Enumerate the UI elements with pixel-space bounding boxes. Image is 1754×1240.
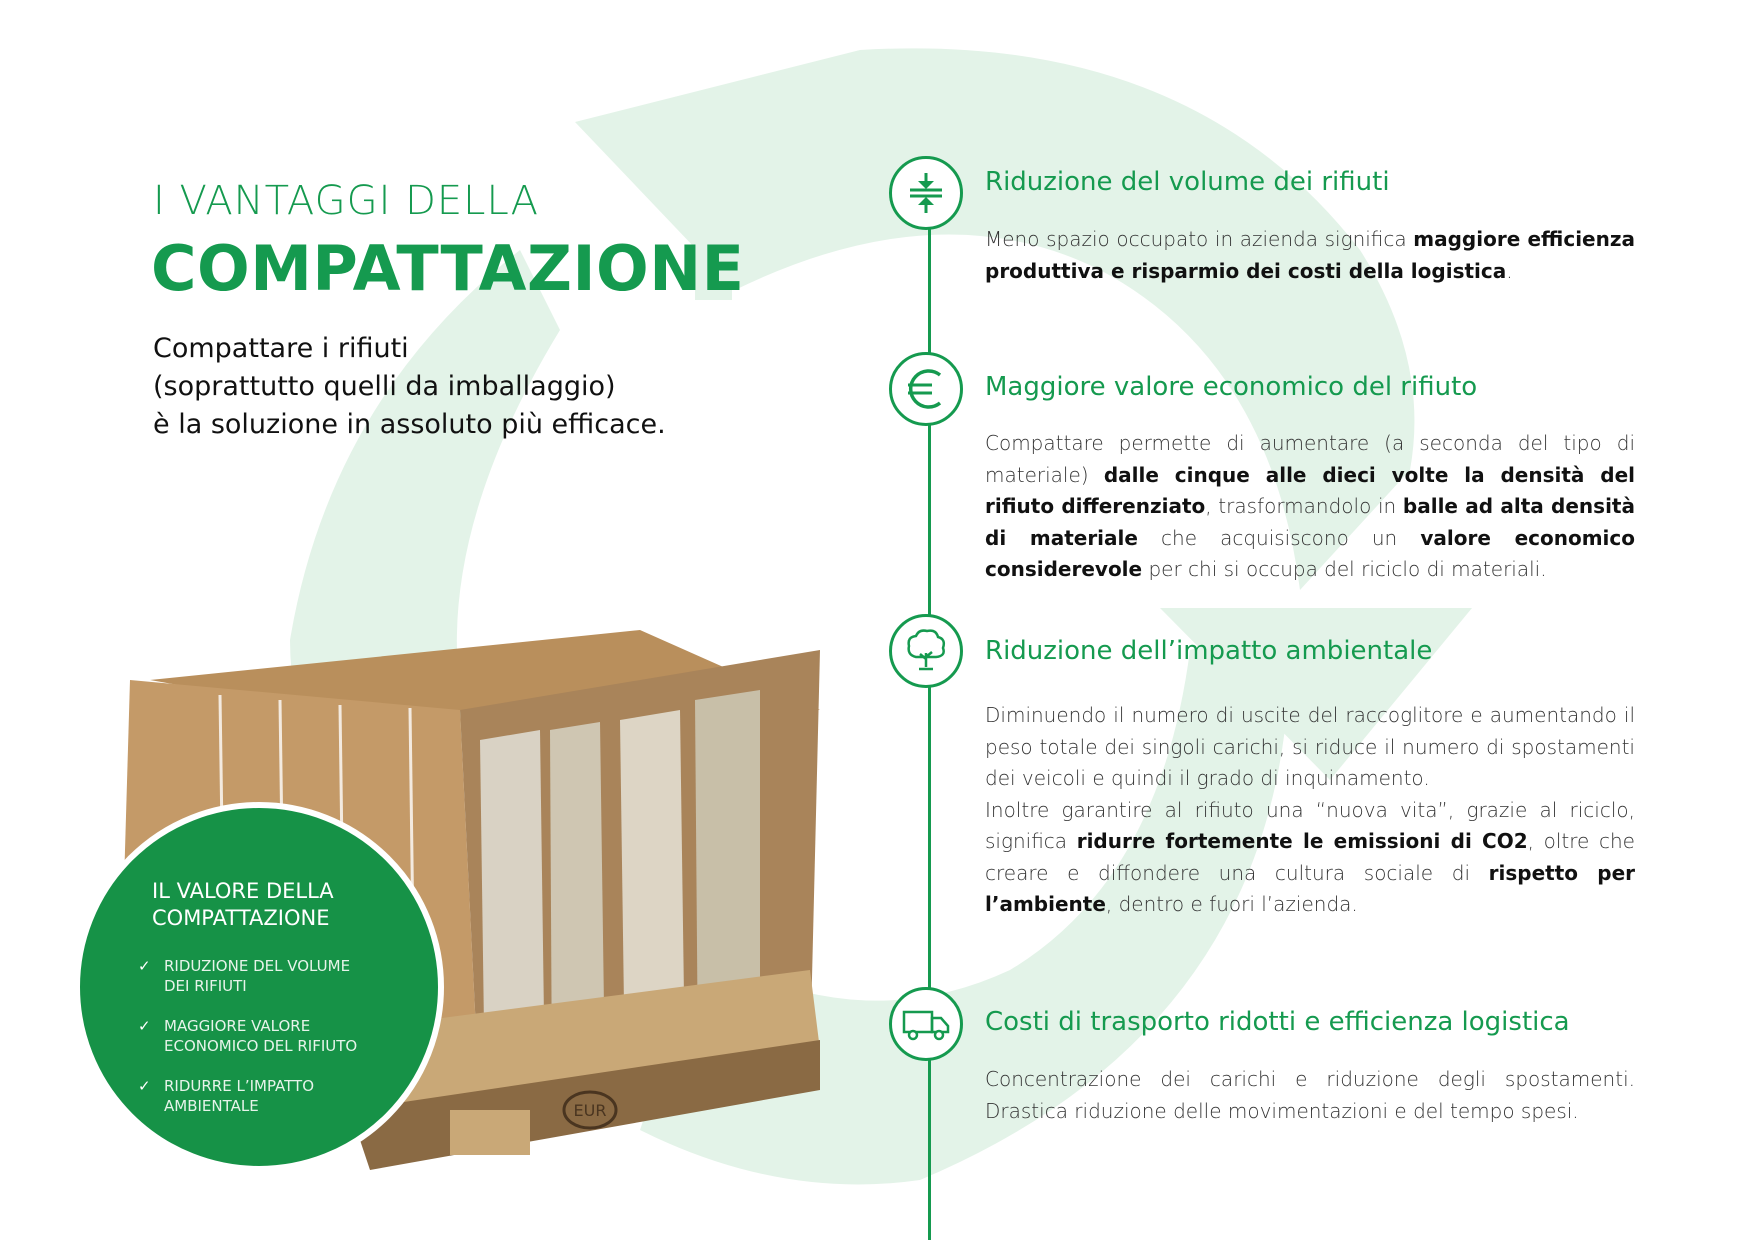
body-text: che acquisiscono un — [1137, 525, 1421, 550]
intro-line: è la soluzione in assoluto più efficace. — [153, 409, 666, 440]
highlight-text: rispetto per l’ambiente — [985, 860, 1635, 916]
list-item — [138, 1076, 398, 1116]
circle-title-line: COMPATTAZIONE — [152, 906, 330, 930]
check-icon: ✓ — [138, 1017, 151, 1035]
body-text: Compattare permette di aumentare (a seconda del tipo di materiale) — [985, 431, 1635, 487]
body-text: Inoltre garantire al rifiuto una “nuova vita”, grazie al riciclo, significa — [985, 797, 1635, 853]
highlight-text: maggiore efficienza produttiva e risparmio dei costi della logistica — [985, 227, 1635, 283]
body-text: , oltre che creare e diffondere una cultura sociale di — [985, 829, 1635, 885]
body-text: per chi si occupa del riciclo di materiali. — [1142, 557, 1547, 581]
list-item-line: DEI RIFIUTI — [164, 977, 247, 995]
body-text: Concentrazione dei carichi e riduzione degli spostamenti. Drastica riduzione delle movimentazioni e del tempo spesi. — [985, 1067, 1635, 1123]
check-icon: ✓ — [138, 1077, 151, 1095]
euro-icon — [889, 352, 963, 426]
list-item-line: MAGGIORE VALORE — [164, 1017, 311, 1035]
list-item-line: ECONOMICO DEL RIFIUTO — [164, 1037, 358, 1055]
body-text: . — [1506, 258, 1513, 283]
highlight-text: ridurre fortemente le emissioni di CO2 — [1076, 829, 1528, 853]
body-text: , dentro e fuori l’azienda. — [1105, 892, 1358, 916]
highlight-text: dalle cinque alle dieci volte la densità del rifiuto differenziato — [985, 462, 1635, 518]
list-item — [138, 956, 398, 996]
tree-icon — [889, 614, 963, 688]
list-item-line: RIDURRE L’IMPATTO — [164, 1077, 315, 1095]
value-circle — [74, 802, 444, 1172]
circle-list — [138, 956, 398, 1136]
section-title: Costi di trasporto ridotti e efficienza logistica — [985, 1007, 1570, 1037]
section-text — [985, 700, 1635, 921]
highlight-text: balle ad alta densità di materiale — [985, 494, 1635, 550]
intro-line: (soprattutto quelli da imballaggio) — [153, 371, 616, 402]
compress-icon — [889, 156, 963, 230]
highlight-text: valore economico considerevole — [985, 525, 1635, 581]
truck-icon — [889, 987, 963, 1061]
title-bold: COMPATTAZIONE — [151, 232, 745, 305]
section-text — [985, 1064, 1635, 1127]
intro-text — [153, 330, 666, 444]
section-title: Maggiore valore economico del rifiuto — [985, 372, 1478, 402]
body-text: Diminuendo il numero di uscite del raccoglitore e aumentando il peso totale dei singoli carichi, si riduce il numero di spostamenti dei veicoli e quindi il grado di inquinamento. — [985, 703, 1635, 790]
section-title: Riduzione del volume dei rifiuti — [985, 167, 1390, 197]
list-item-line: RIDUZIONE DEL VOLUME — [164, 957, 351, 975]
body-text: , trasformandolo in — [1205, 494, 1403, 518]
section-text — [985, 428, 1635, 586]
eur-logo-text: EUR — [573, 1101, 607, 1120]
section-title: Riduzione dell’impatto ambientale — [985, 636, 1433, 666]
circle-title-line: IL VALORE DELLA — [152, 879, 334, 903]
body-text: Meno spazio occupato in azienda significa — [985, 227, 1414, 251]
title-light: I VANTAGGI DELLA — [153, 178, 540, 224]
check-icon: ✓ — [138, 957, 151, 975]
section-text — [985, 224, 1635, 287]
circle-title — [152, 878, 392, 932]
list-item — [138, 1016, 398, 1056]
intro-line: Compattare i rifiuti — [153, 333, 409, 364]
list-item-line: AMBIENTALE — [164, 1097, 259, 1115]
